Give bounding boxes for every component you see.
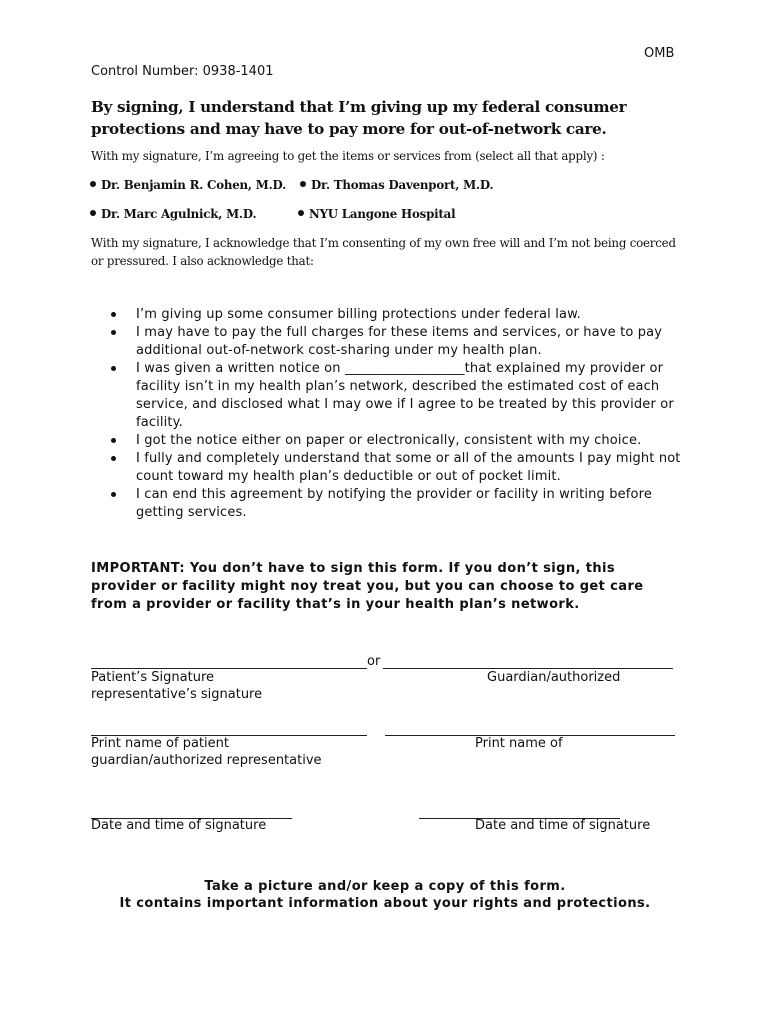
bullet-icon <box>298 210 304 216</box>
guardian-signature-label: Guardian/authorized <box>487 670 621 685</box>
date-left-label: Date and time of signature <box>91 818 267 833</box>
print-patient-label: Print name of patient <box>91 736 229 751</box>
list-item: I’m giving up some consumer billing protections under federal law. <box>108 306 688 324</box>
provider-option-davenport[interactable] <box>300 178 493 192</box>
guardian-signature-line[interactable] <box>383 668 673 669</box>
acknowledgement-list <box>108 306 688 522</box>
bullet-icon <box>90 181 96 187</box>
footer-note <box>0 878 770 912</box>
patient-signature-line[interactable] <box>91 668 367 669</box>
provider-option-label: Dr. Marc Agulnick, M.D. <box>101 207 257 221</box>
list-item: I fully and completely understand that some or all of the amounts I pay might not count toward my health plan’s deductible or out of pocket limit. <box>108 450 688 486</box>
provider-option-label: Dr. Benjamin R. Cohen, M.D. <box>101 178 287 192</box>
print-guardian-label: Print name of <box>475 736 563 751</box>
provider-option-nyu-langone[interactable] <box>298 207 455 221</box>
provider-option-agulnick[interactable] <box>90 207 256 221</box>
list-item: I got the notice either on paper or electronically, consistent with my choice. <box>108 432 688 450</box>
acknowledge-text: With my signature, I acknowledge that I’m consenting of my own free will and I’m not being coerced or pressured. I also acknowledge that: <box>91 236 676 268</box>
provider-option-label: Dr. Thomas Davenport, M.D. <box>311 178 494 192</box>
footer-line-1: Take a picture and/or keep a copy of this form. <box>204 879 566 894</box>
list-item: I can end this agreement by notifying the provider or facility in writing before getting services. <box>108 486 688 522</box>
agree-intro-text: With my signature, I’m agreeing to get the items or services from (select all that apply) : <box>91 149 605 163</box>
important-notice: IMPORTANT: You don’t have to sign this form. If you don’t sign, this provider or facility might noy treat you, but you can choose to get care from a provider or facility that’s in your health plan’s network. <box>91 561 644 612</box>
list-item: I may have to pay the full charges for these items and services, or have to pay additional out-of-network cost-sharing under my health plan. <box>108 324 688 360</box>
provider-option-label: NYU Langone Hospital <box>309 207 456 221</box>
form-heading: By signing, I understand that I’m giving up my federal consumer protections and may have to pay more for out-of-network care. <box>91 98 627 138</box>
provider-option-cohen[interactable] <box>90 178 286 192</box>
list-item: I was given a written notice on __________________that explained my provider or facility isn’t in my health plan’s network, described the estimated cost of each service, and disclosed what I may owe if I agree to be treated by this provider or facility. <box>108 360 688 432</box>
bullet-icon <box>300 181 306 187</box>
or-label: or <box>367 654 381 669</box>
patient-signature-label: Patient’s Signature <box>91 670 215 685</box>
bullet-icon <box>90 210 96 216</box>
omb-label: OMB <box>644 46 675 61</box>
footer-line-2: It contains important information about your rights and protections. <box>119 896 651 911</box>
guardian-signature-label-cont: representative’s signature <box>91 687 263 702</box>
print-guardian-label-cont: guardian/authorized representative <box>91 753 322 768</box>
control-number: Control Number: 0938-1401 <box>91 64 274 79</box>
date-right-label: Date and time of signature <box>475 818 651 833</box>
